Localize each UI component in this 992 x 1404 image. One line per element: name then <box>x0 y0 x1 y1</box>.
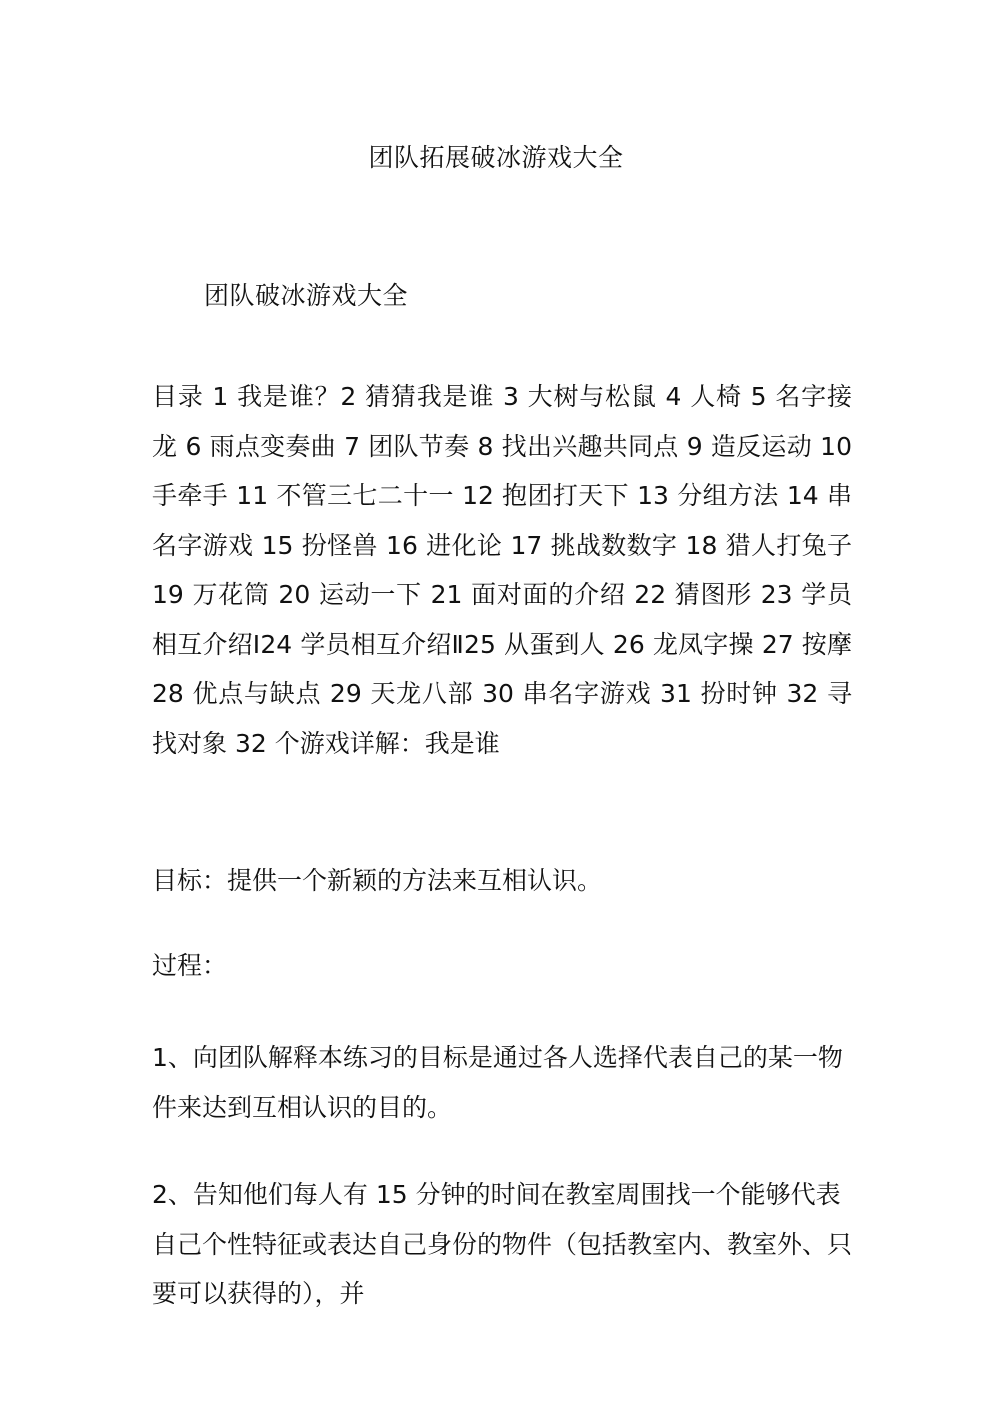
document-subtitle: 团队破冰游戏大全 <box>204 281 409 310</box>
step-1-paragraph: 1、向团队解释本练习的目标是通过各人选择代表自己的某一物件来达到互相认识的目的。 <box>152 1043 843 1122</box>
step-2-paragraph: 2、告知他们每人有 15 分钟的时间在教室周围找一个能够代表自己个性特征或表达自己身份的物件（包括教室内、教室外、只要可以获得的），并 <box>152 1180 853 1308</box>
goal-paragraph: 目标：提供一个新颖的方法来互相认识。 <box>152 866 603 895</box>
document-title: 团队拓展破冰游戏大全 <box>368 143 624 172</box>
process-label: 过程： <box>152 951 228 980</box>
table-of-contents: 目录 1 我是谁？2 猜猜我是谁 3 大树与松鼠 4 人椅 5 名字接龙 6 雨点变奏曲 7 团队节奏 8 找出兴趣共同点 9 造反运动 10 手牵手 11 不管三七二十一 12 抱团打天下 13 分组方法 14 串名字游戏 15 扮怪兽 16 进化论 17 挑战数数字 18 猎人打兔子 19 万花筒 20 运动一下 21 面对面的介绍 22 猜图形 23 学员相互介绍Ⅰ24 学员相互介绍Ⅱ25 从蛋到人 26 龙凤字操 27 按摩 28 优点与缺点 29 天龙八部 30 串名字游戏 31 扮时钟 32 寻找对象 32 个游戏详解：我是谁 <box>152 382 852 758</box>
